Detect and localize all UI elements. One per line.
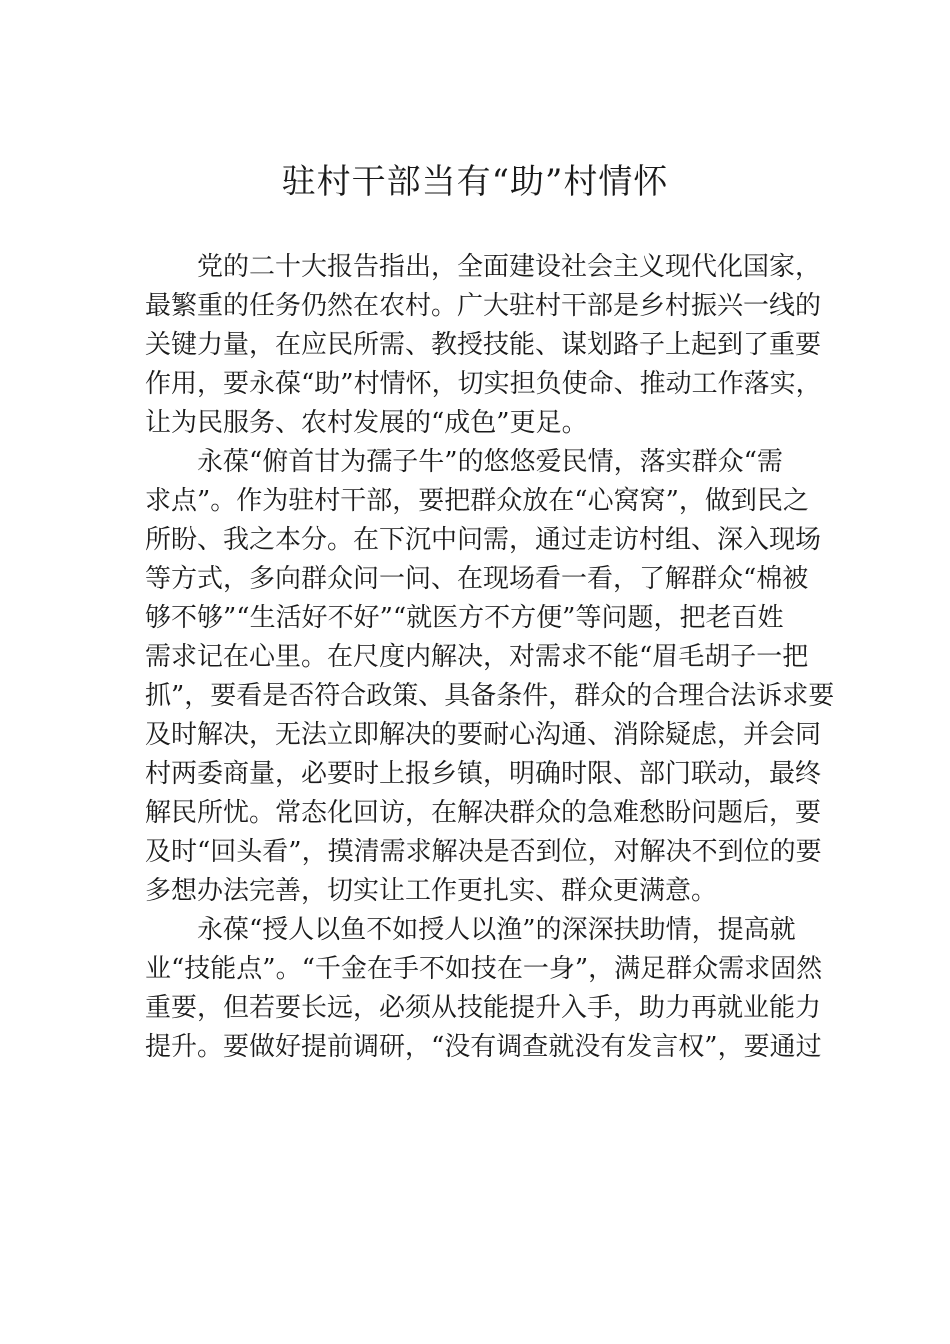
text-line: 作用，要永葆“助”村情怀，切实担负使命、推动工作落实，: [145, 369, 822, 399]
text-line: 村两委商量，必要时上报乡镇，明确时限、部门联动，最终: [145, 759, 822, 789]
text-line: 关键力量，在应民所需、教授技能、谋划路子上起到了重要: [145, 330, 822, 360]
text-line: 业“技能点”。“千金在手不如技在一身”，满足群众需求固然: [145, 954, 823, 984]
text-line: 解民所忧。常态化回访，在解决群众的急难愁盼问题后，要: [145, 798, 822, 828]
text-line: 最繁重的任务仍然在农村。广大驻村干部是乡村振兴一线的: [145, 291, 822, 321]
text-line: 够不够”“生活好不好”“就医方不方便”等问题，把老百姓: [145, 603, 784, 633]
text-line: 所盼、我之本分。在下沉中问需，通过走访村组、深入现场: [145, 525, 822, 555]
text-line: 及时“回头看”，摸清需求解决是否到位，对解决不到位的要: [145, 837, 822, 867]
text-line: 需求记在心里。在尺度内解决，对需求不能“眉毛胡子一把: [145, 642, 809, 672]
text-line: 抓”，要看是否符合政策、具备条件，群众的合理合法诉求要: [145, 681, 835, 711]
text-line: 重要，但若要长远，必须从技能提升入手，助力再就业能力: [145, 993, 822, 1023]
text-line: 永葆“授人以鱼不如授人以渔”的深深扶助情，提高就: [197, 915, 796, 945]
text-line: 求点”。作为驻村干部，要把群众放在“心窝窝”，做到民之: [145, 486, 809, 516]
text-line: 多想办法完善，切实让工作更扎实、群众更满意。: [145, 876, 718, 906]
text-line: 提升。要做好提前调研，“没有调查就没有发言权”，要通过: [145, 1032, 822, 1062]
text-line: 让为民服务、农村发展的“成色”更足。: [145, 408, 588, 438]
paragraph-3: [145, 911, 823, 1067]
paragraph-2: [145, 443, 835, 911]
paragraph-1: [145, 248, 822, 443]
text-line: 及时解决，无法立即解决的要耐心沟通、消除疑虑，并会同: [145, 720, 822, 750]
text-line: 永葆“俯首甘为孺子牛”的悠悠爱民情，落实群众“需: [197, 447, 783, 477]
page-title: 驻村干部当有“助”村情怀: [281, 162, 669, 202]
text-line: 等方式，多向群众问一问、在现场看一看，了解群众“棉被: [145, 564, 809, 594]
article-body: [145, 248, 835, 1067]
text-line: 党的二十大报告指出，全面建设社会主义现代化国家，: [197, 252, 822, 282]
